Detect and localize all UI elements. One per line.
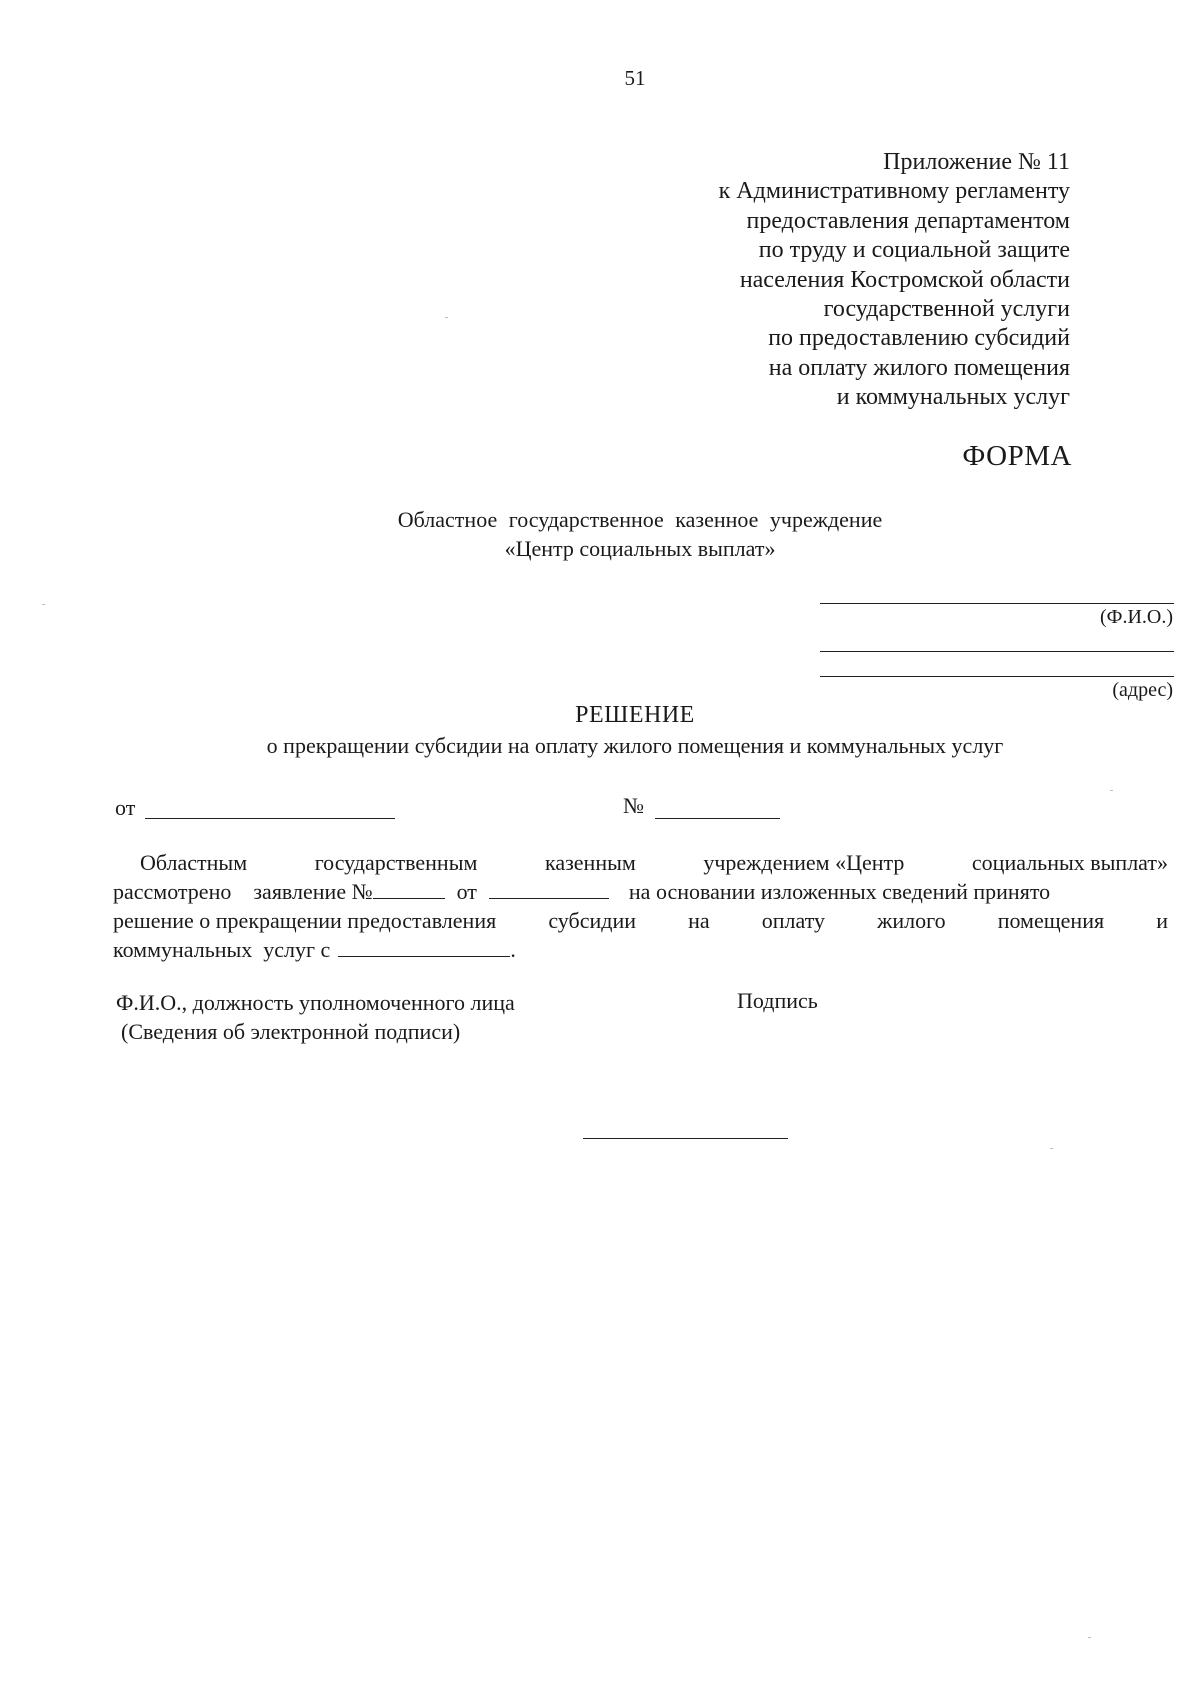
closing-divider: [583, 1138, 788, 1139]
signature-left-block: [116, 988, 515, 1046]
body-line: решение о прекращении предоставления субсидии на оплату жилого помещения и: [113, 908, 1168, 933]
body-line: коммунальных услуг с .: [113, 937, 516, 962]
appendix-line: предоставления департаментом: [746, 207, 1070, 234]
address-field-line-2[interactable]: [820, 676, 1174, 677]
body-line: рассмотрено заявление № от на основании изложенных сведений принято: [113, 879, 1051, 904]
appendix-line: на оплату жилого помещения: [768, 354, 1070, 381]
address-field-line-1[interactable]: [820, 651, 1174, 652]
termination-date-field[interactable]: [338, 938, 510, 957]
institution-subname: «Центр социальных выплат»: [504, 536, 776, 561]
scan-speck: [42, 604, 45, 605]
esign-label: (Сведения об электронной подписи): [121, 1019, 461, 1044]
appendix-line: по предоставлению субсидий: [768, 325, 1070, 352]
fio-caption: (Ф.И.О.): [1099, 606, 1173, 628]
application-number-field[interactable]: [373, 880, 445, 899]
institution-block: [355, 505, 925, 563]
appendix-line: и коммунальных услуг: [836, 384, 1070, 411]
scan-speck: [445, 317, 448, 318]
form-label: ФОРМА: [962, 440, 1072, 472]
scan-speck: [1088, 1637, 1091, 1638]
decision-body: [113, 848, 1168, 964]
scan-speck: [1050, 1148, 1053, 1149]
institution-name: Областное государственное казенное учреждение: [397, 507, 883, 532]
official-label: Ф.И.О., должность уполномоченного лица: [116, 990, 515, 1015]
appendix-line: по труду и социальной защите: [758, 237, 1070, 264]
decision-title: РЕШЕНИЕ: [575, 702, 695, 728]
page-number: 51: [624, 66, 646, 90]
number-field[interactable]: [655, 818, 780, 819]
appendix-line: к Административному регламенту: [718, 178, 1070, 205]
signature-label: Подпись: [737, 988, 818, 1013]
fio-field[interactable]: [820, 603, 1174, 604]
date-field[interactable]: [145, 818, 395, 819]
appendix-line: государственной услуги: [823, 296, 1070, 323]
appendix-block: [719, 148, 1070, 413]
body-line: Областным государственным казенным учреждением «Центр социальных выплат»: [140, 850, 1168, 875]
appendix-line: населения Костромской области: [739, 266, 1070, 293]
decision-subtitle: о прекращении субсидии на оплату жилого помещения и коммунальных услуг: [266, 733, 1004, 758]
address-caption: (адрес): [1112, 679, 1173, 701]
date-label: от: [115, 795, 136, 820]
number-label: №: [623, 793, 644, 818]
appendix-line: Приложение № 11: [883, 149, 1070, 175]
application-date-field[interactable]: [489, 880, 609, 899]
scan-speck: [1110, 790, 1113, 791]
